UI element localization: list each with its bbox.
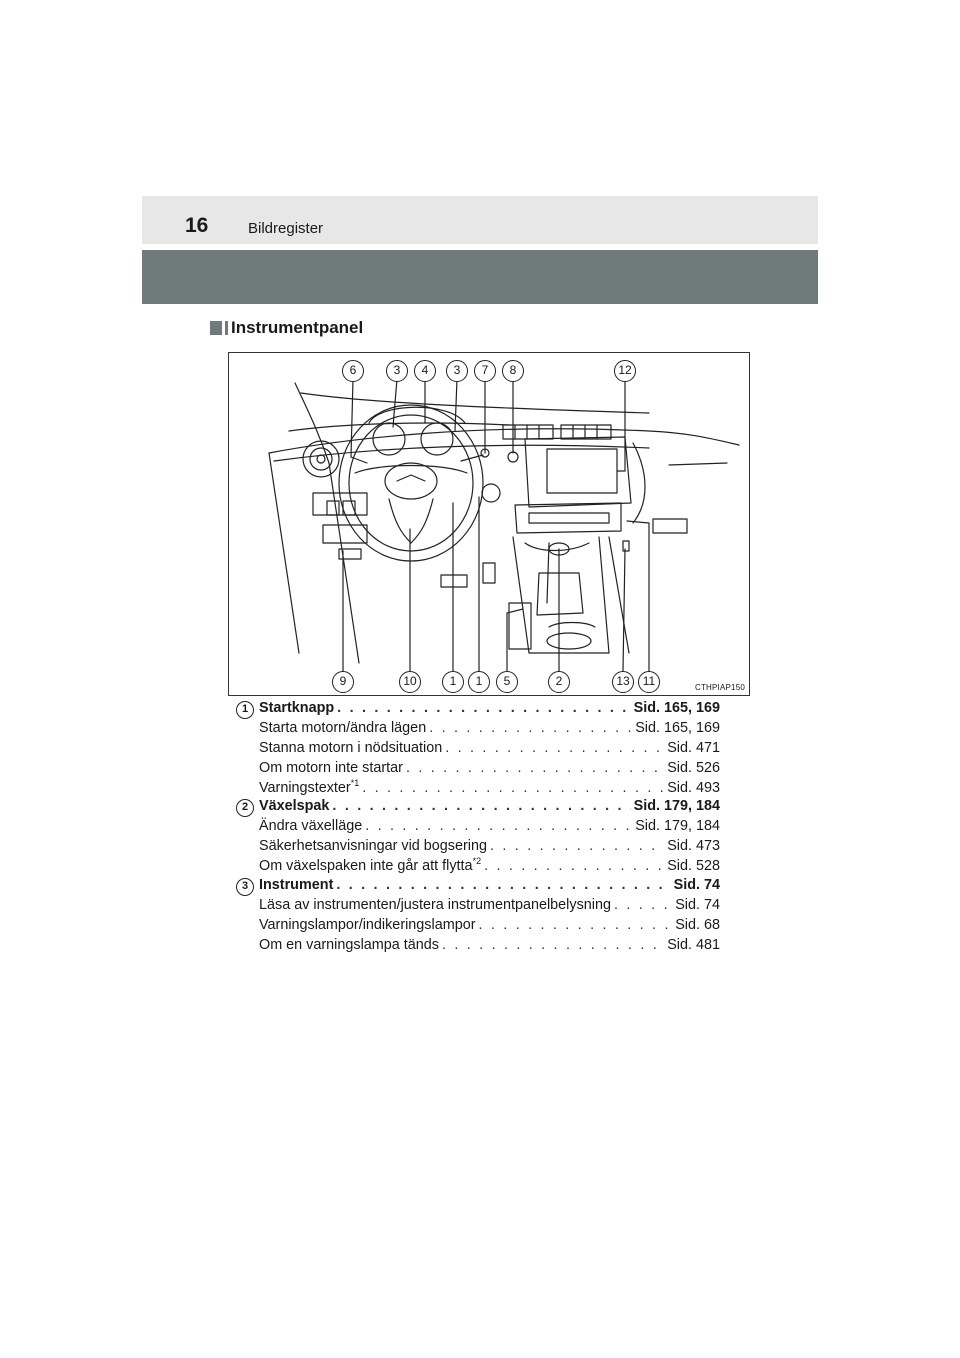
heading-square-icon xyxy=(225,321,228,335)
footnote-marker: *2 xyxy=(472,856,482,867)
leader-dots xyxy=(429,720,632,736)
item-label: Säkerhetsanvisningar vid bogsering xyxy=(259,838,487,854)
leader-dots xyxy=(614,897,672,913)
leader-dots xyxy=(484,858,664,874)
leader-dots xyxy=(337,700,630,716)
item-label: Om växelspaken inte går att flytta$^{*2}$ xyxy=(259,856,482,874)
callout-13: 13 xyxy=(612,671,634,693)
entry-item xyxy=(259,937,720,957)
page-reference: Sid. 526 xyxy=(667,760,720,776)
entry-item xyxy=(259,917,720,937)
entry-number: 2 xyxy=(236,799,254,817)
item-label: Starta motorn/ändra lägen xyxy=(259,720,427,736)
entry-item xyxy=(259,838,720,858)
page-reference: Sid. 473 xyxy=(667,838,720,854)
page-reference: Sid. 471 xyxy=(667,740,720,756)
page-reference: Sid. 68 xyxy=(675,917,720,933)
dashboard-drawing xyxy=(229,353,749,695)
leader-dots xyxy=(332,798,630,814)
entry-title-row xyxy=(259,877,720,897)
title-band xyxy=(142,250,818,304)
entry-number: 3 xyxy=(236,878,254,896)
item-label: Ändra växelläge xyxy=(259,818,363,834)
callout-9: 9 xyxy=(332,671,354,693)
leader-dots xyxy=(490,838,664,854)
callout-11: 11 xyxy=(638,671,660,693)
item-label: Om en varningslampa tänds xyxy=(259,937,439,953)
callout-10: 10 xyxy=(399,671,421,693)
leader-dots xyxy=(336,877,670,893)
leader-dots xyxy=(365,818,632,834)
entry-item xyxy=(259,760,720,780)
leader-dots xyxy=(406,760,664,776)
leader-dots xyxy=(442,937,664,953)
entry-title: Växelspak xyxy=(259,798,330,814)
item-label: Varningslampor/indikeringslampor xyxy=(259,917,476,933)
entry-item xyxy=(259,818,720,838)
section-heading xyxy=(210,318,363,338)
page-reference: Sid. 528 xyxy=(667,858,720,874)
leader-dots xyxy=(479,917,673,933)
entry-title: Startknapp xyxy=(259,700,335,716)
callout-3: 3 xyxy=(446,360,468,382)
entry-item xyxy=(259,858,720,878)
section-heading-text: Instrumentpanel xyxy=(231,318,364,337)
entry-item xyxy=(259,720,720,740)
callout-3: 3 xyxy=(386,360,408,382)
footnote-marker: *1 xyxy=(350,778,360,789)
page-reference: Sid. 481 xyxy=(667,937,720,953)
entry-item xyxy=(259,780,720,800)
callout-2: 2 xyxy=(548,671,570,693)
entry-number: 1 xyxy=(236,701,254,719)
page-number: 16 xyxy=(185,214,209,237)
page-reference: Sid. 74 xyxy=(673,877,720,893)
page-reference: Sid. 179, 184 xyxy=(635,818,720,834)
item-label: Läsa av instrumenten/justera instrumentpanelbelysning xyxy=(259,897,611,913)
entry-title-row xyxy=(259,798,720,818)
leader-dots xyxy=(362,780,664,796)
page-reference: Sid. 74 xyxy=(675,897,720,913)
callout-5: 5 xyxy=(496,671,518,693)
header-bar xyxy=(142,196,818,244)
item-label: Om motorn inte startar xyxy=(259,760,403,776)
callout-7: 7 xyxy=(474,360,496,382)
page-reference: Sid. 165, 169 xyxy=(633,700,720,716)
callout-12: 12 xyxy=(614,360,636,382)
entry-item xyxy=(259,897,720,917)
page-reference: Sid. 493 xyxy=(667,780,720,796)
heading-square-icon xyxy=(210,321,222,335)
callout-8: 8 xyxy=(502,360,524,382)
item-label: Stanna motorn i nödsituation xyxy=(259,740,443,756)
dashboard-illustration xyxy=(228,352,750,696)
callout-1: 1 xyxy=(468,671,490,693)
page-reference: Sid. 165, 169 xyxy=(635,720,720,736)
entry-title: Instrument xyxy=(259,877,334,893)
entry-title-row xyxy=(259,700,720,720)
leader-dots xyxy=(445,740,664,756)
item-label: Varningstexter$^{*1}$ xyxy=(259,778,360,796)
figure-code: CTHPIAP150 xyxy=(694,683,745,692)
page-reference: Sid. 179, 184 xyxy=(633,798,720,814)
callout-4: 4 xyxy=(414,360,436,382)
callout-1: 1 xyxy=(442,671,464,693)
page-section-title: Bildregister xyxy=(248,220,324,237)
callout-6: 6 xyxy=(342,360,364,382)
entry-item xyxy=(259,740,720,760)
